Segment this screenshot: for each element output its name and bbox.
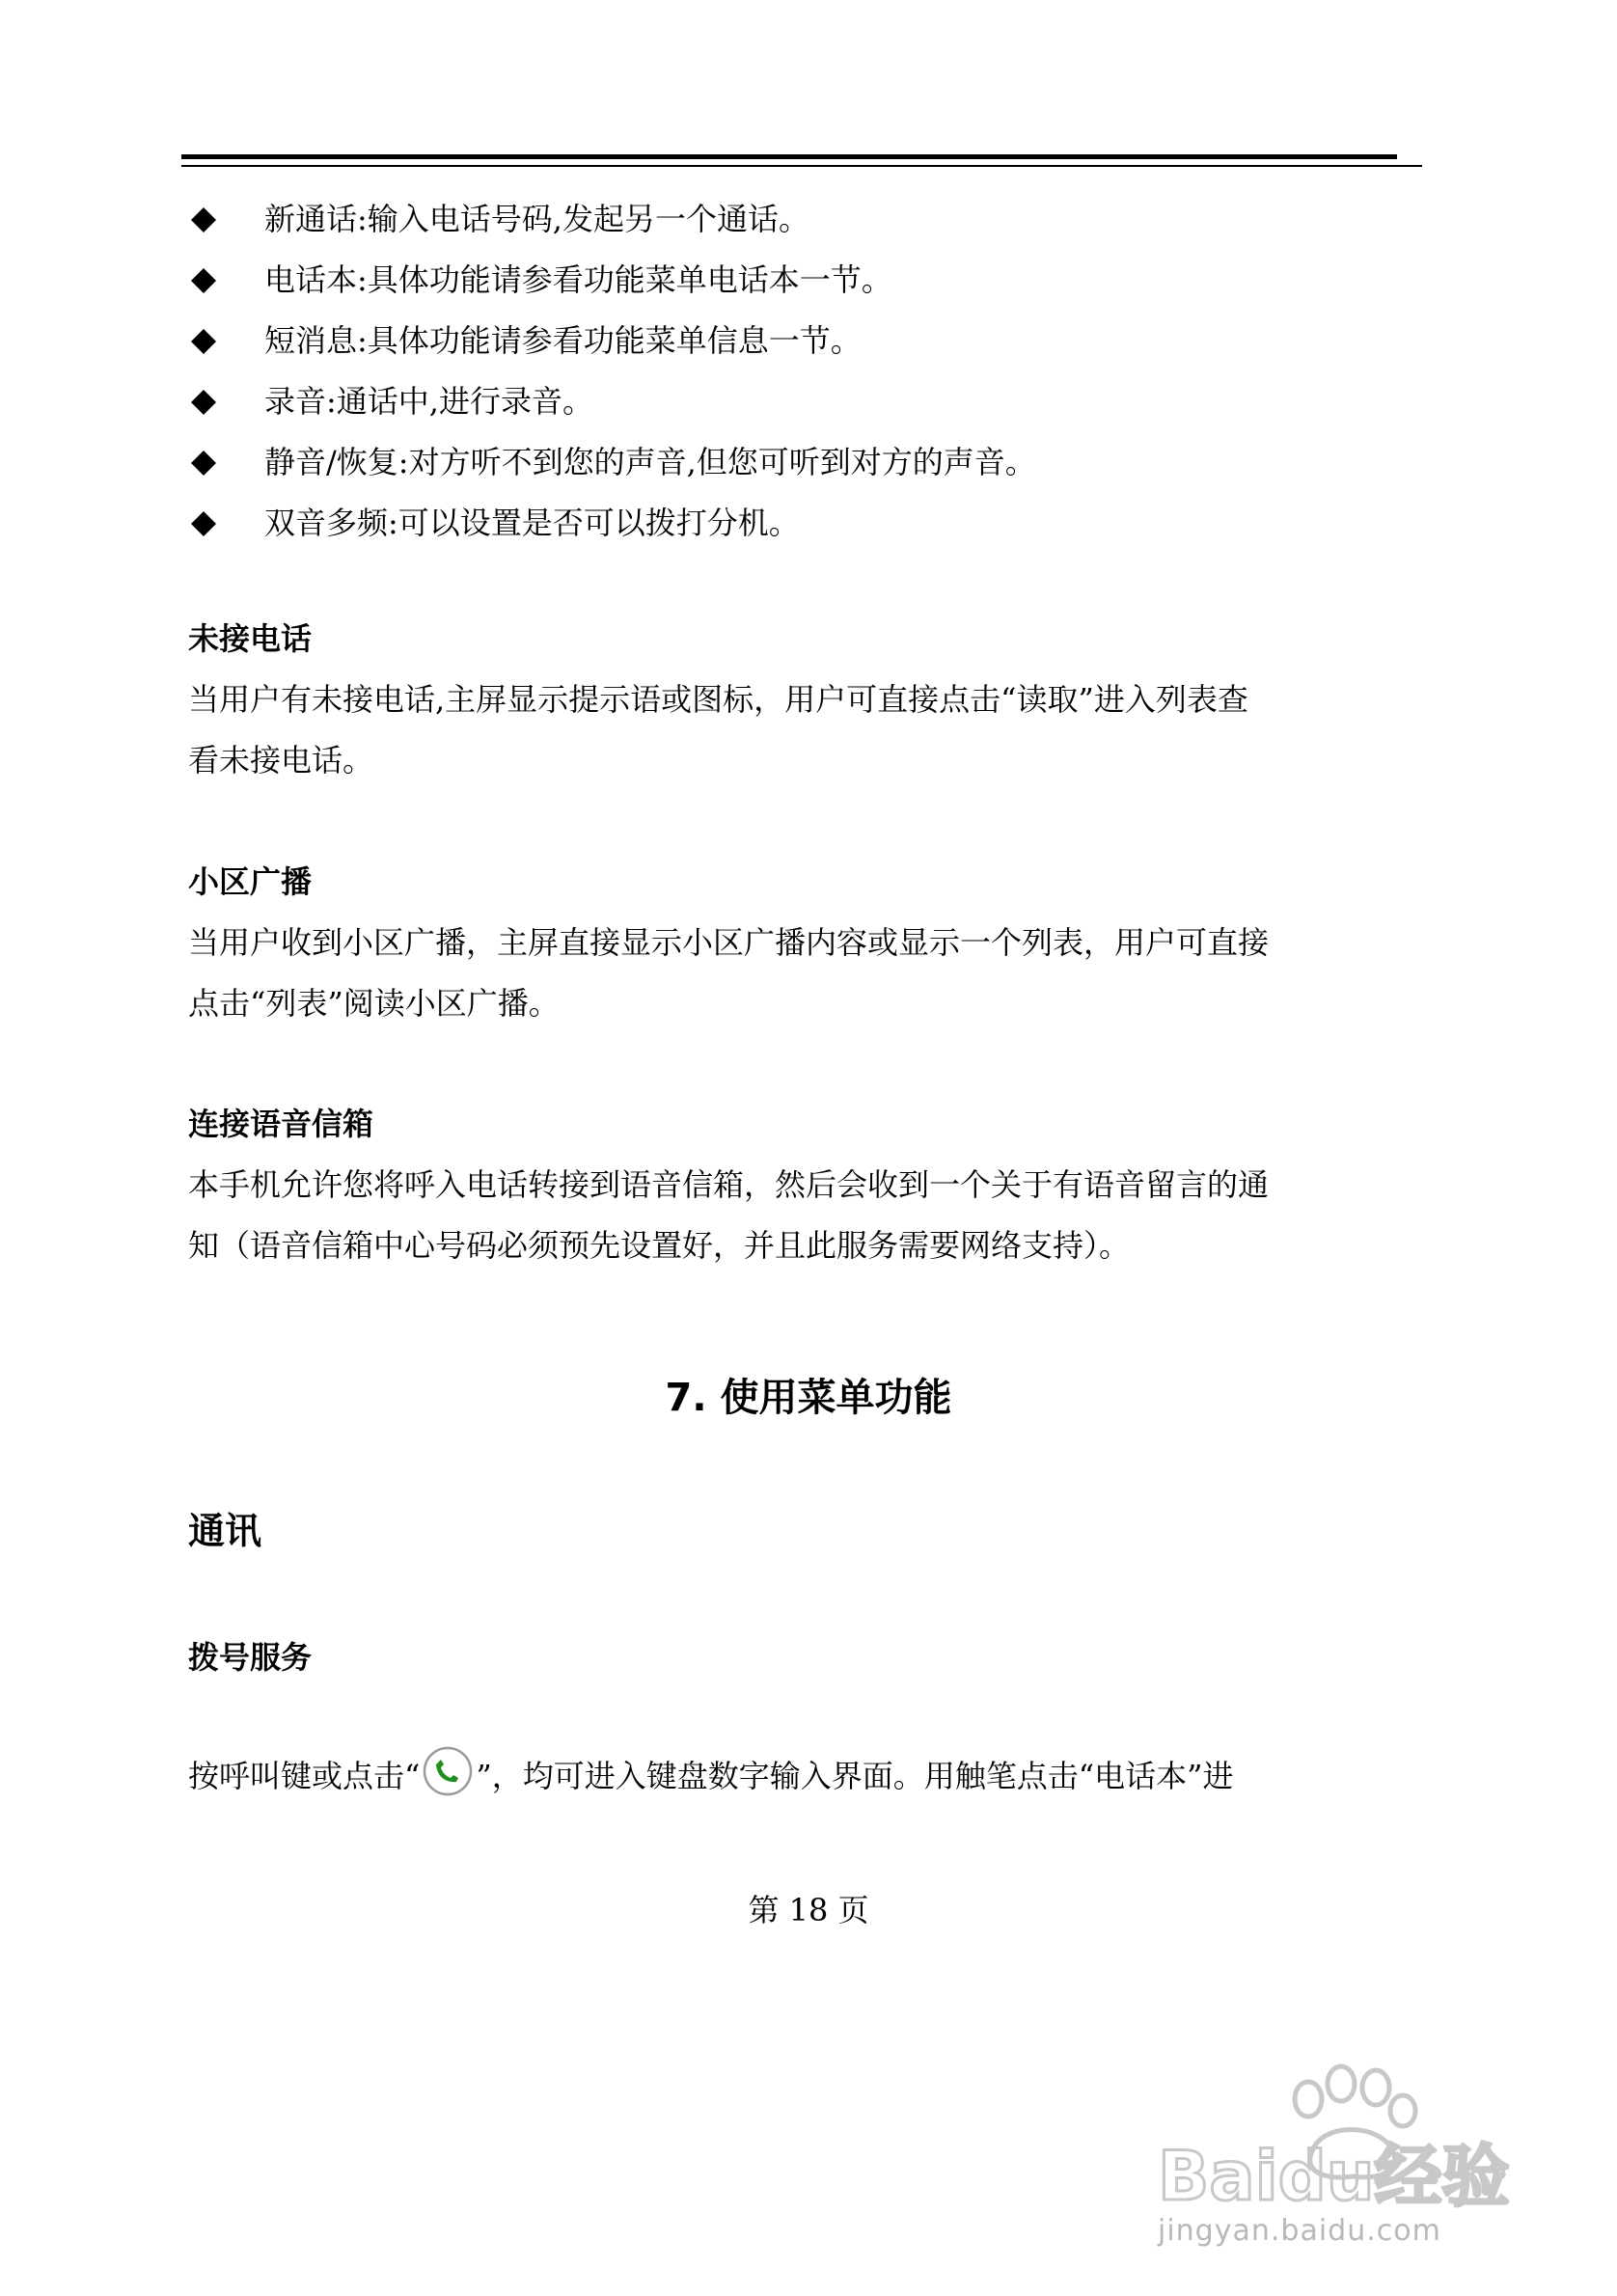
section-heading: 连接语音信箱 [188,1106,374,1142]
list-item-text: 录音:通话中,进行录音。 [264,383,593,420]
missed-calls-section [188,609,1423,791]
paragraph-line: 点击“列表”阅读小区广播。 [188,985,560,1022]
paragraph-line: 看未接电话。 [188,742,374,779]
paragraph-line: 当用户有未接电话,主屏显示提示语或图标，用户可直接点击“读取”进入列表查 [188,681,1248,718]
list-item-text: 静音/恢复:对方听不到您的声音,但您可听到对方的声音。 [264,444,1036,480]
list-item-text: 新通话:输入电话号码,发起另一个通话。 [264,201,809,237]
subsection-title: 拨号服务 [188,1639,313,1676]
paragraph-line: 知（语音信箱中心号码必须预先设置好，并且此服务需要网络支持）。 [188,1227,1131,1264]
list-item-text: 电话本:具体功能请参看功能菜单电话本一节。 [264,261,892,298]
diamond-icon [191,390,216,415]
chapter-title: 7. 使用菜单功能 [665,1376,952,1420]
phone-icon [422,1745,474,1797]
list-item [191,189,1445,250]
diamond-icon [191,511,216,536]
list-item-text: 短消息:具体功能请参看功能菜单信息一节。 [264,322,862,359]
section-title: 通讯 [188,1510,262,1552]
diamond-icon [191,207,216,232]
voicemail-section [188,1094,1423,1276]
watermark-url: jingyan.baidu.com [1158,2214,1441,2248]
dial-paragraph [188,1746,1433,1807]
diamond-icon [191,451,216,476]
list-item [191,493,1445,554]
diamond-icon [191,268,216,293]
paragraph-line: 当用户收到小区广播，主屏直接显示小区广播内容或显示一个列表，用户可直接 [188,924,1270,961]
bullet-list [191,189,1445,554]
list-item [191,432,1445,493]
dial-text-before: 按呼叫键或点击“ [188,1758,421,1794]
list-item [191,250,1445,311]
page-number: 第 18 页 [748,1892,869,1928]
section-heading: 未接电话 [188,620,313,657]
header-rule-thin [181,165,1422,167]
watermark-brand: Baidu经验 [1158,2137,1510,2209]
diamond-icon [191,329,216,354]
paragraph-line: 本手机允许您将呼入电话转接到语音信箱，然后会收到一个关于有语音留言的通 [188,1166,1270,1203]
list-item [191,371,1445,432]
dial-text-after: ”，均可进入键盘数字输入界面。用触笔点击“电话本”进 [476,1758,1234,1794]
cell-broadcast-section [188,852,1423,1034]
header-rule [181,154,1397,159]
list-item-text: 双音多频:可以设置是否可以拨打分机。 [264,505,800,541]
baidu-paw-logo [1158,2055,1563,2209]
list-item [191,311,1445,371]
section-heading: 小区广播 [188,863,313,900]
